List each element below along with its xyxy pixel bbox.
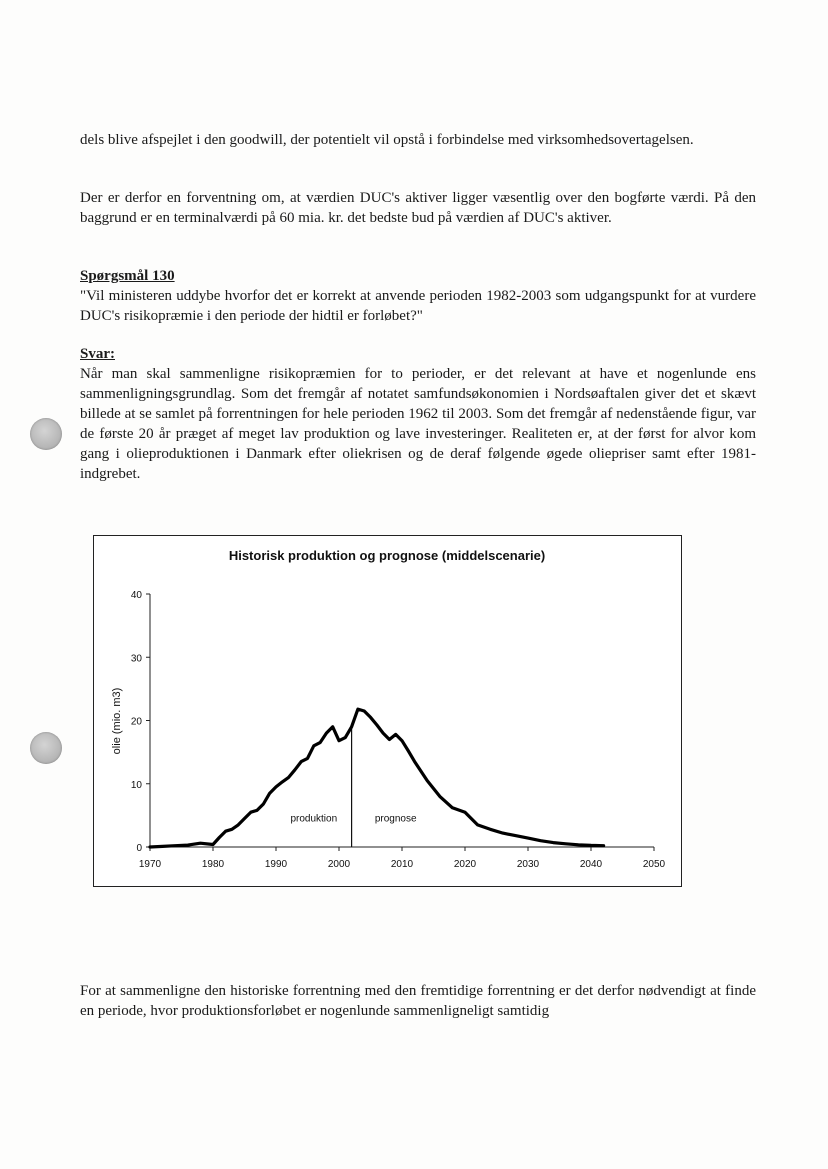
chart-marks — [150, 709, 604, 847]
y-tick-label: 40 — [130, 590, 142, 601]
chart-ticks — [131, 590, 666, 870]
punch-hole-bottom — [30, 732, 62, 764]
x-tick-label: 2010 — [390, 859, 414, 870]
x-tick-label: 2000 — [327, 859, 351, 870]
production-chart — [93, 535, 682, 887]
punch-hole-top — [30, 418, 62, 450]
x-tick-label: 2020 — [453, 859, 477, 870]
y-tick-label: 0 — [136, 843, 142, 854]
y-tick-label: 20 — [130, 716, 142, 728]
y-tick-label: 10 — [130, 779, 142, 791]
x-tick-label: 2030 — [516, 859, 540, 870]
x-tick-label: 1990 — [264, 859, 288, 870]
region-label: produktion — [290, 813, 338, 825]
paragraph-terminal-value: Der er derfor en forventning om, at værdien DUC's aktiver ligger væsentlig over den bogførte værdi. På den baggrund er en terminalværdi på 60 mia. kr. det bedste bud på værdien af DUC's aktiver. — [80, 190, 756, 226]
chart-canvas — [94, 536, 681, 886]
region-label: prognose — [374, 813, 417, 825]
question-text: "Vil ministeren uddybe hvorfor det er korrekt at anvende perioden 1982-2003 som udgangspunkt for at vurdere DUC's risikopræmie i den periode der hidtil er forløbet?" — [80, 288, 756, 324]
oil-production-line — [150, 709, 604, 847]
x-tick-label: 2050 — [642, 859, 666, 870]
x-tick-label: 2040 — [579, 859, 603, 870]
chart-title: Historisk produktion og prognose (middelscenarie) — [228, 548, 546, 563]
chart-axes — [150, 594, 654, 847]
question-heading: Spørgsmål 130 — [80, 268, 175, 284]
y-axis-label: olie (mio. m3) — [111, 687, 123, 755]
x-tick-label: 1970 — [138, 859, 162, 870]
answer-text: Når man skal sammenligne risikopræmien for to perioder, er det relevant at have et nogenlunde ens sammenligningsgrundlag. Som det fremgår af notatet samfundsøkonomien i Nordsøaftalen giver det et skævt billede at se samlet på forrentningen for hele perioden 1962 til 2003. Som det fremgår af nedenstående figur, var de første 20 år præget af meget lav produktion og lave investeringer. Realiteten er, at der først for alvor kom gang i olieproduktionen i Danmark efter oliekrisen og de deraf følgende øgede oliepriser samt efter 1981-indgrebet. — [80, 366, 756, 482]
answer-heading: Svar: — [80, 346, 115, 362]
paragraph-comparison: For at sammenligne den historiske forrentning med den fremtidige forrentning er det derfor nødvendigt at finde en periode, hvor produktionsforløbet er nogenlunde sammenligneligt samtidig — [80, 983, 756, 1019]
x-tick-label: 1980 — [201, 859, 225, 870]
y-tick-label: 30 — [130, 653, 142, 665]
paragraph-goodwill: dels blive afspejlet i den goodwill, der potentielt vil opstå i forbindelse med virksomhedsovertagelsen. — [80, 132, 694, 148]
